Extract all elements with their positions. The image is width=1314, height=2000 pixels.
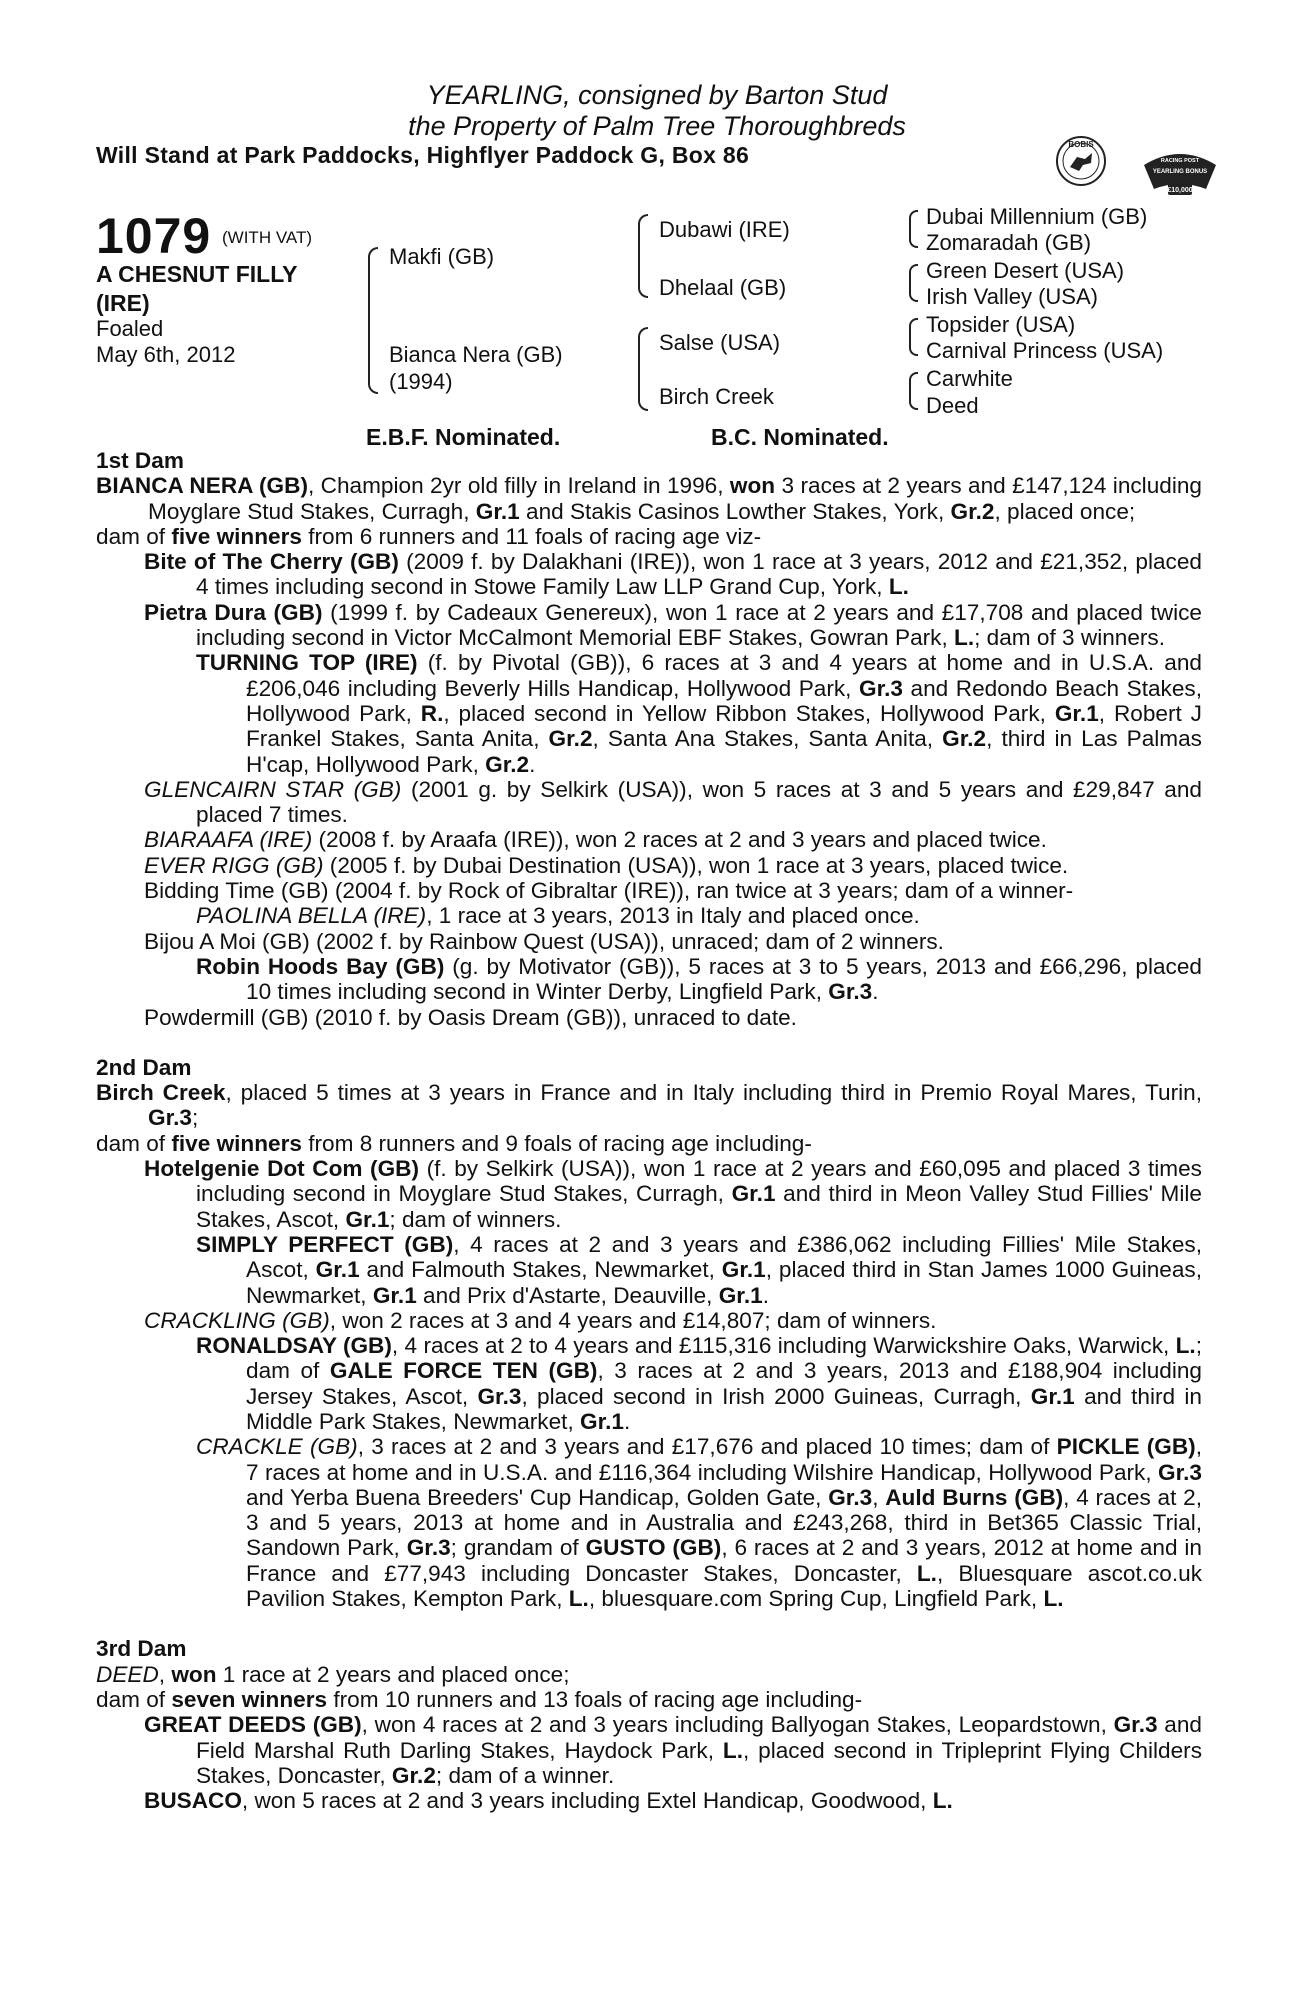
pedigree-dam-year: (1994) [389,369,453,394]
pedigree-brace-ss [909,210,918,248]
produce-pietra-dura: Pietra Dura (GB) (1999 f. by Cadeaux Genereux), won 1 race at 2 years and £17,708 and placed twice including second in Victor McCalmont Memorial EBF Stakes, Gowran Park, L.; dam of 3 winners. [144,599,1202,651]
lot-vat: (WITH VAT) [222,228,313,247]
catalogue-body [96,448,1202,1813]
pedigree-sds: Green Desert (USA) [926,258,1125,283]
foaled [96,316,235,368]
produce-crackling: CRACKLING (GB), won 2 races at 3 and 4 years and £14,807; dam of winners. [144,1307,937,1333]
pedigree-sdd: Irish Valley (USA) [926,284,1098,309]
pedigree-dam: Bianca Nera (GB) [389,342,563,367]
foaled-label: Foaled [96,316,164,341]
pedigree-brace-main [368,247,378,394]
yb-badge-amount: £10,000 [1167,187,1193,194]
yearling-bonus-badge-icon [1140,145,1220,197]
produce-simply-perfect: SIMPLY PERFECT (GB), 4 races at 2 and 3 years and £386,062 including Fillies' Mile Stakes, Ascot, Gr.1 and Falmouth Stakes, Newmarket, Gr.1, placed third in Stan James 1000 Guineas, Newmarket, Gr.1 and Prix d'Astarte, Deauville, Gr.1. [196,1231,1202,1308]
produce-crackle: CRACKLE (GB), 3 races at 2 and 3 years and £17,676 and placed 10 times; dam of PICKLE (GB), 7 races at home and in U.S.A. and £116,364 including Wilshire Handicap, Hollywood Park, Gr.3 and Yerba Buena Breeders' Cup Handicap, Golden Gate, Gr.3, Auld Burns (GB), 4 races at 2, 3 and 5 years, 2013 at home and in Australia and £243,268, third in Bet365 Classic Trial, Sandown Park, Gr.3; grandam of GUSTO (GB), 6 races at 2 and 3 years, 2012 at home and in France and £77,943 including Doncaster Stakes, Doncaster, L., Bluesquare ascot.co.uk Pavilion Stakes, Kempton Park, L., bluesquare.com Spring Cup, Lingfield Park, L. [196,1434,1203,1612]
pedigree-brace-ds [909,318,918,356]
bobis-badge-text: BOBIS [1068,140,1094,149]
produce-turning-top: TURNING TOP (IRE) (f. by Pivotal (GB)), 6 races at 3 and 4 years at home and in U.S.A. and £206,046 including Beverly Hills Handicap, Hollywood Park, Gr.3 and Redondo Beach Stakes, Hollywood Park, R., placed second in Yellow Ribbon Stakes, Hollywood Park, Gr.1, Robert J Frankel Stakes, Santa Anita, Gr.2, Santa Ana Stakes, Santa Anita, Gr.2, third in Las Palmas H'cap, Hollywood Park, Gr.2. [196,650,1202,777]
pedigree-sire-dam: Dhelaal (GB) [659,275,787,300]
pedigree-brace-sd [909,264,918,302]
third-dam-deed: DEED, won 1 race at 2 years and placed once; [96,1661,570,1687]
ebf-nominated: E.B.F. Nominated. [366,424,561,450]
produce-powdermill: Powdermill (GB) (2010 f. by Oasis Dream (GB)), unraced to date. [144,1004,797,1030]
third-dam-heading: 3rd Dam [96,1636,187,1662]
produce-paolina-bella: PAOLINA BELLA (IRE), 1 race at 3 years, 2013 in Italy and placed once. [196,903,920,929]
pedigree-brace-sire [638,214,648,298]
produce-ronaldsay: RONALDSAY (GB), 4 races at 2 to 4 years and £115,316 including Warwickshire Oaks, Warwick, L.; dam of GALE FORCE TEN (GB), 3 races at 2 and 3 years, 2013 and £188,904 including Jersey Stakes, Ascot, Gr.3, placed second in Irish 2000 Guineas, Curragh, Gr.1 and third in Middle Park Stakes, Newmarket, Gr.1. [196,1333,1202,1434]
pedigree-sire: Makfi (GB) [389,244,495,269]
second-dam-produce-summary: dam of five winners from 8 runners and 9 foals of racing age including- [96,1130,812,1156]
lot-name [96,260,297,318]
produce-robin-hoods-bay: Robin Hoods Bay (GB) (g. by Motivator (GB)), 5 races at 3 to 5 years, 2013 and £66,296, placed 10 times including second in Winter Derby, Lingfield Park, Gr.3. [196,953,1202,1005]
pedigree-dsd: Carnival Princess (USA) [926,338,1164,363]
produce-bite-of-the-cherry: Bite of The Cherry (GB) (2009 f. by Dalakhani (IRE)), won 1 race at 3 years, 2012 and £21,352, placed 4 times including second in Stowe Family Law LLP Grand Cup, York, L. [144,549,1202,600]
produce-glencairn-star: GLENCAIRN STAR (GB) (2001 g. by Selkirk (USA)), won 5 races at 3 and 5 years and £29,847 and placed 7 times. [144,776,1202,828]
first-dam-heading: 1st Dam [96,448,184,473]
bc-nominated: B.C. Nominated. [711,424,889,450]
pedigree-brace-dam [638,327,648,411]
pedigree-sire-sire: Dubawi (IRE) [659,217,790,242]
pedigree-dss: Topsider (USA) [926,312,1076,337]
second-dam-birch-creek: Birch Creek, placed 5 times at 3 years in France and in Italy including third in Premio Royal Mares, Turin, Gr.3; [96,1080,1202,1131]
produce-hotelgenie-dot-com: Hotelgenie Dot Com (GB) (f. by Selkirk (USA)), won 1 race at 2 years and £60,095 and placed 3 times including second in Moyglare Stud Stakes, Curragh, Gr.1 and third in Meon Valley Stud Fillies' Mile Stakes, Ascot, Gr.1; dam of winners. [144,1156,1202,1232]
pedigree-dam-dam: Birch Creek [659,384,774,409]
produce-ever-rigg: EVER RIGG (GB) (2005 f. by Dubai Destination (USA)), won 1 race at 3 years, placed twice. [144,852,1069,878]
pedigree-ddd: Deed [926,393,979,418]
header-line-2: the Property of Palm Tree Thoroughbreds [408,111,906,141]
pedigree-ssd: Zomaradah (GB) [926,230,1092,255]
dam-bianca-nera: BIANCA NERA (GB), Champion 2yr old filly in Ireland in 1996, won 3 races at 2 years and £147,124 including Moyglare Stud Stakes, Curragh, Gr.1 and Stakis Casinos Lowther Stakes, York, Gr.2, placed once; [96,473,1202,524]
third-dam-produce-summary: dam of seven winners from 10 runners and 13 foals of racing age including- [96,1686,863,1712]
produce-great-deeds: GREAT DEEDS (GB), won 4 races at 2 and 3 years including Ballyogan Stakes, Leopardstown, Gr.3 and Field Marshal Ruth Darling Stakes, Haydock Park, L., placed second in Tripleprint Flying Childers Stakes, Doncaster, Gr.2; dam of a winner. [144,1712,1202,1788]
produce-busaco: BUSACO, won 5 races at 2 and 3 years including Extel Handicap, Goodwood, L. [144,1788,953,1814]
bobis-badge-icon [1055,135,1107,187]
produce-biaraafa: BIARAAFA (IRE) (2008 f. by Araafa (IRE)), won 2 races at 2 and 3 years and placed twice. [144,827,1047,853]
stand-location: Will Stand at Park Paddocks, Highflyer Paddock G, Box 86 [96,142,750,168]
yb-badge-top: RACING POST [1160,158,1200,164]
pedigree-dam-sire: Salse (USA) [659,330,781,355]
yb-badge-mid: YEARLING BONUS [1152,169,1208,175]
dam-produce-summary: dam of five winners from 6 runners and 11 foals of racing age viz- [96,523,762,549]
lot-name-line1: A CHESNUT FILLY [96,261,298,287]
lot-name-line2: (IRE) [96,290,150,316]
pedigree-brace-dd [909,372,918,410]
foaled-date: May 6th, 2012 [96,342,236,367]
produce-bidding-time: Bidding Time (GB) (2004 f. by Rock of Gibraltar (IRE)), ran twice at 3 years; dam of a winner- [144,878,1074,904]
second-dam-heading: 2nd Dam [96,1054,192,1080]
pedigree-sss: Dubai Millennium (GB) [926,204,1148,229]
produce-bijou-a-moi: Bijou A Moi (GB) (2002 f. by Rainbow Quest (USA)), unraced; dam of 2 winners. [144,928,944,954]
lot-number: 1079 [96,208,212,264]
header-line-1: YEARLING, consigned by Barton Stud [426,80,888,110]
pedigree-dds: Carwhite [926,366,1013,391]
